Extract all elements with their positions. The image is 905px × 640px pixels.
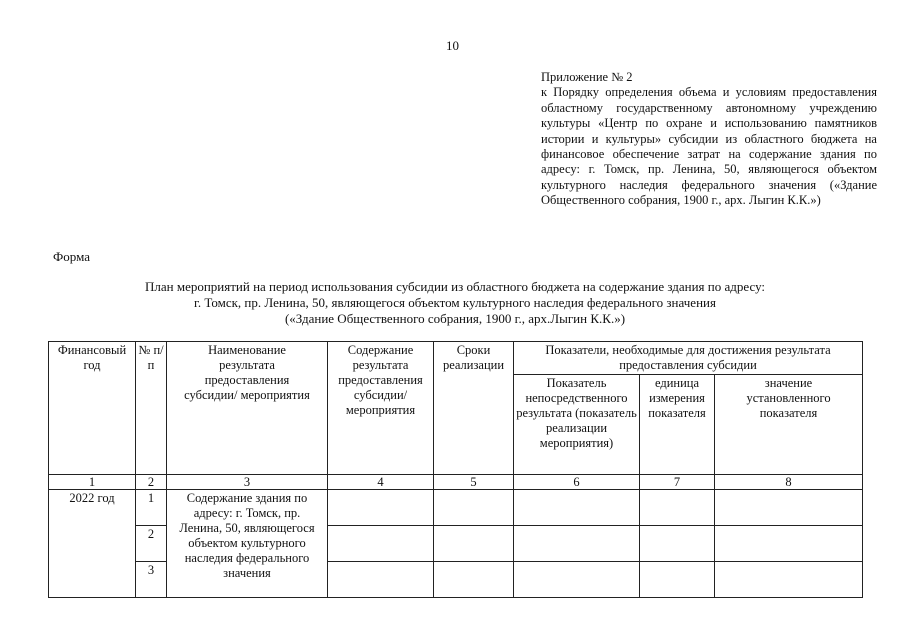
header-unit: единица измерения показателя: [640, 375, 715, 475]
empty-cell: [715, 562, 863, 598]
header-name: Наименование результата предоставления субсидии/ мероприятия: [167, 342, 328, 475]
empty-cell: [328, 526, 434, 562]
column-number: 6: [514, 475, 640, 490]
column-number: 2: [136, 475, 167, 490]
appendix-text: к Порядку определения объема и условиям предоставления областному государственному автономному учреждению культуры «Центр по охране и использованию памятников истории и культуры» субсидии из областного бюджета на финансовое обеспечение затрат на содержание здания по адресу: г. Томск, пр. Ленина, 50, являющегося объектом культурного наследия федерального значения («Здание Общественного собрания, 1900 г., арх. Лыгин К.К.»): [541, 85, 877, 208]
header-value: значение установленного показателя: [715, 375, 863, 475]
appendix-heading: Приложение № 2: [541, 70, 633, 84]
header-terms: Сроки реализации: [434, 342, 514, 475]
plan-title: [60, 279, 850, 327]
empty-cell: [434, 490, 514, 526]
body-name: Содержание здания по адресу: г. Томск, пр. Ленина, 50, являющегося объектом культурного наследия федерального значения: [167, 490, 328, 598]
header-indicators-group: Показатели, необходимые для достижения результата предоставления субсидии: [514, 342, 863, 375]
empty-cell: [514, 490, 640, 526]
body-row-number: 3: [136, 562, 167, 598]
header-content: Содержание результата предоставления субсидии/ мероприятия: [328, 342, 434, 475]
header-indicator: Показатель непосредственного результата (показатель реализации мероприятия): [514, 375, 640, 475]
empty-cell: [640, 562, 715, 598]
body-row-number: 1: [136, 490, 167, 526]
empty-cell: [434, 562, 514, 598]
column-number: 5: [434, 475, 514, 490]
form-label: Форма: [53, 249, 90, 264]
empty-cell: [328, 490, 434, 526]
empty-cell: [640, 526, 715, 562]
empty-cell: [328, 562, 434, 598]
appendix-block: [541, 70, 877, 209]
body-row-number: 2: [136, 526, 167, 562]
body-year: 2022 год: [49, 490, 136, 598]
page-number: 10: [446, 38, 459, 53]
empty-cell: [434, 526, 514, 562]
header-num: № п/п: [136, 342, 167, 475]
column-number: 3: [167, 475, 328, 490]
header-fin-year: Финансовый год: [49, 342, 136, 475]
column-number: 4: [328, 475, 434, 490]
empty-cell: [514, 526, 640, 562]
plan-title-line1: План мероприятий на период использования субсидии из областного бюджета на содержание здания по адресу:: [144, 279, 766, 294]
column-number: 1: [49, 475, 136, 490]
column-number: 8: [715, 475, 863, 490]
empty-cell: [640, 490, 715, 526]
empty-cell: [514, 562, 640, 598]
plan-table: [48, 341, 863, 598]
plan-title-line3: («Здание Общественного собрания, 1900 г., арх.Лыгин К.К.»): [284, 311, 626, 326]
plan-title-line2: г. Томск, пр. Ленина, 50, являющегося объектом культурного наследия федерального значения: [194, 295, 716, 310]
empty-cell: [715, 526, 863, 562]
column-number: 7: [640, 475, 715, 490]
empty-cell: [715, 490, 863, 526]
